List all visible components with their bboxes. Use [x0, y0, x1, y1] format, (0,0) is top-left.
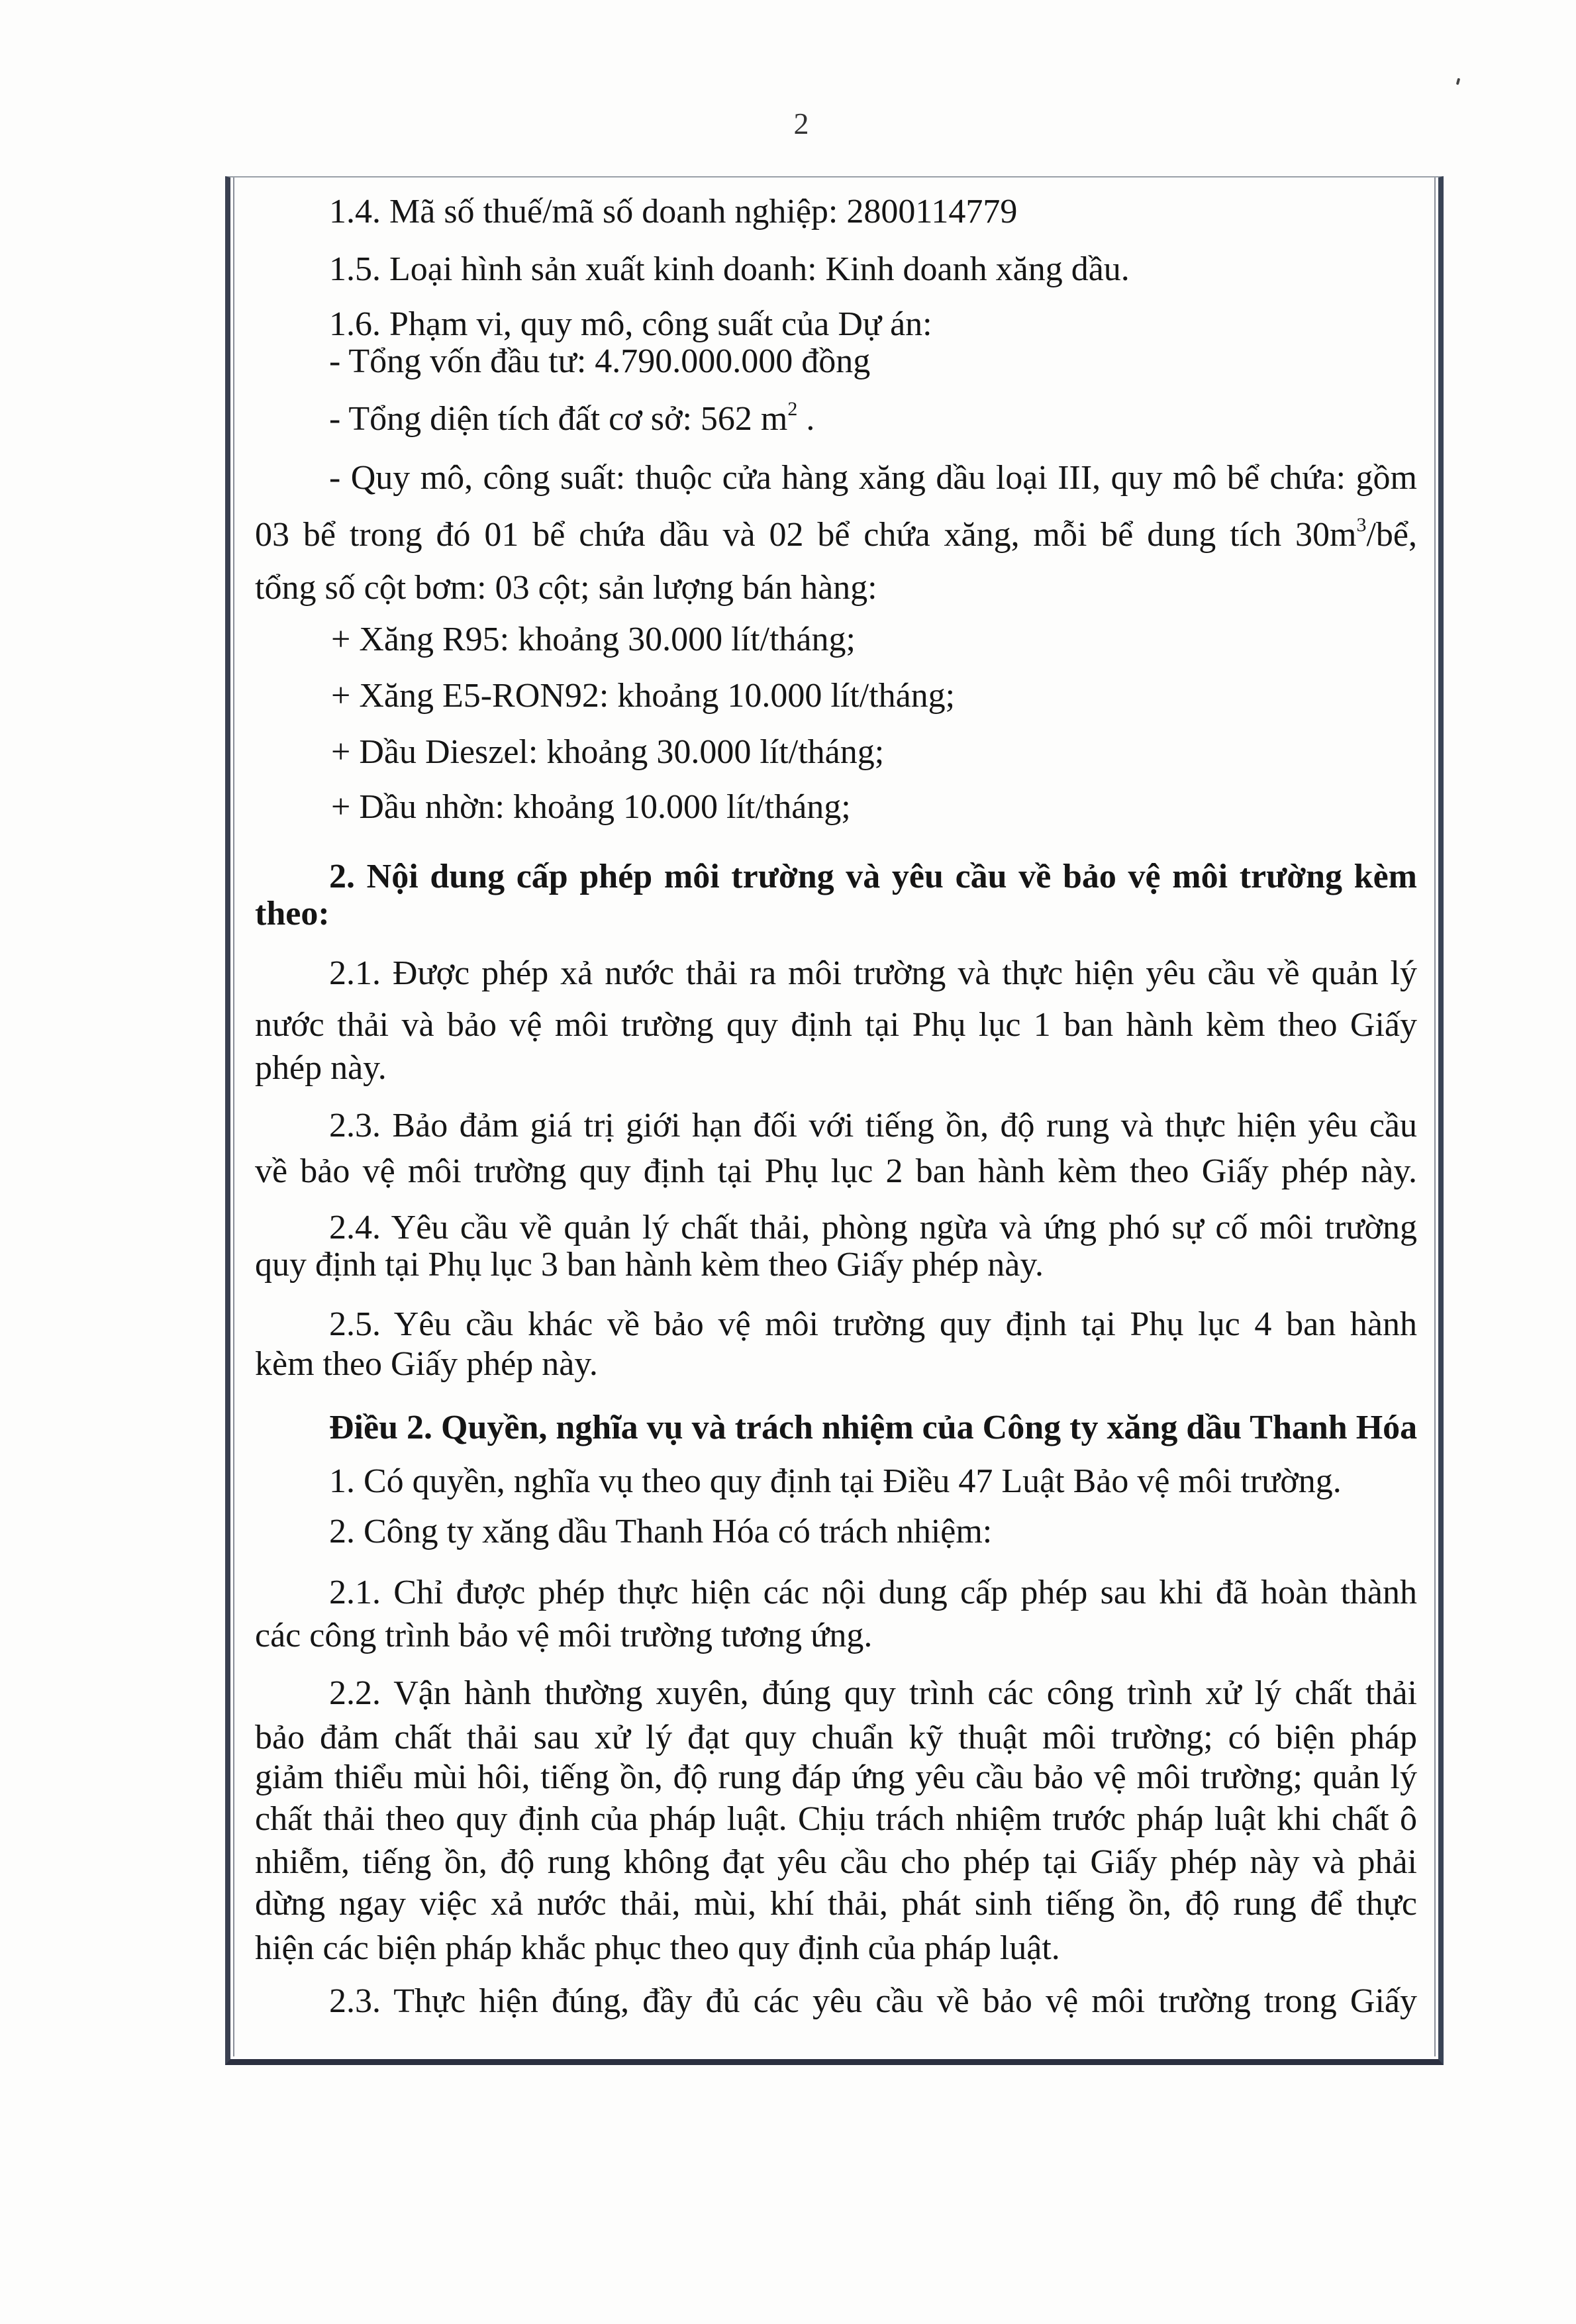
article-2-2-2-line-6: dừng ngay việc xả nước thải, mùi, khí thải, phát sinh tiếng ồn, độ rung để thực: [255, 1885, 1417, 1923]
investment-line: - Tổng vốn đầu tư: 4.790.000.000 đồng: [329, 342, 871, 380]
product-diesel: + Dầu Dieszel: khoảng 30.000 lít/tháng;: [331, 733, 885, 771]
para-2-3-line-1: 2.3. Bảo đảm giá trị giới hạn đối với tiếng ồn, độ rung và thực hiện yêu cầu: [329, 1107, 1417, 1144]
section-2-heading-cont: theo:: [255, 895, 330, 933]
para-2-1-line-1: 2.1. Được phép xả nước thải ra môi trường và thực hiện yêu cầu về quản lý: [329, 954, 1417, 992]
scale-line-3: tổng số cột bơm: 03 cột; sản lượng bán hàng:: [255, 569, 877, 607]
item-1-6: 1.6. Phạm vi, quy mô, công suất của Dự án:: [329, 305, 932, 343]
page-number: 2: [793, 107, 809, 140]
item-1-5: 1.5. Loại hình sản xuất kinh doanh: Kinh doanh xăng dầu.: [329, 250, 1130, 288]
area-line: [329, 399, 1417, 439]
area-end: .: [797, 400, 815, 438]
article-2-2-2-line-2: bảo đảm chất thải sau xử lý đạt quy chuẩn kỹ thuật môi trường; có biện pháp: [255, 1719, 1417, 1756]
para-2-1-line-3: phép này.: [255, 1049, 387, 1087]
para-2-5-line-2: kèm theo Giấy phép này.: [255, 1345, 598, 1383]
article-2-item-2: 2. Công ty xăng dầu Thanh Hóa có trách nhiệm:: [329, 1513, 993, 1550]
para-2-5-line-1: 2.5. Yêu cầu khác về bảo vệ môi trường quy định tại Phụ lục 4 ban hành: [329, 1305, 1417, 1343]
area-text: - Tổng diện tích đất cơ sở: 562 m: [329, 400, 788, 438]
para-2-1-line-2: nước thải và bảo vệ môi trường quy định tại Phụ lục 1 ban hành kèm theo Giấy: [255, 1006, 1417, 1044]
article-2-2-2-line-7: hiện các biện pháp khắc phục theo quy định của pháp luật.: [255, 1929, 1060, 1967]
area-sup: 2: [787, 398, 798, 420]
article-2-2-2-line-3: giảm thiểu mùi hôi, tiếng ồn, độ rung đáp ứng yêu cầu bảo vệ môi trường; quản lý: [255, 1758, 1417, 1796]
scale-sup: 3: [1356, 514, 1367, 536]
product-r95: + Xăng R95: khoảng 30.000 lít/tháng;: [331, 621, 856, 658]
scale-text: 03 bể trong đó 01 bể chứa dầu và 02 bể chứa xăng, mỗi bể dung tích 30m: [255, 516, 1357, 554]
article-2-2-1-line-2: các công trình bảo vệ môi trường tương ứng.: [255, 1617, 873, 1654]
scale-line-2: [255, 515, 1417, 555]
para-2-3-line-2: về bảo vệ môi trường quy định tại Phụ lục 2 ban hành kèm theo Giấy phép này.: [255, 1152, 1417, 1190]
article-2-2-2-line-5: nhiễm, tiếng ồn, độ rung không đạt yêu cầu cho phép tại Giấy phép này và phải: [255, 1843, 1417, 1881]
article-2-2-1-line-1: 2.1. Chỉ được phép thực hiện các nội dung cấp phép sau khi đã hoàn thành: [329, 1574, 1417, 1611]
product-e5: + Xăng E5-RON92: khoảng 10.000 lít/tháng;: [331, 677, 956, 715]
section-2-heading: 2. Nội dung cấp phép môi trường và yêu cầu về bảo vệ môi trường kèm: [329, 858, 1417, 895]
item-1-4: 1.4. Mã số thuế/mã số doanh nghiệp: 2800114779: [329, 193, 1018, 230]
para-2-4-line-2: quy định tại Phụ lục 3 ban hành kèm theo Giấy phép này.: [255, 1246, 1044, 1284]
product-lubricant: + Dầu nhờn: khoảng 10.000 lít/tháng;: [331, 788, 851, 826]
article-2-heading: Điều 2. Quyền, nghĩa vụ và trách nhiệm của Công ty xăng dầu Thanh Hóa: [329, 1409, 1418, 1446]
para-2-4-line-1: 2.4. Yêu cầu về quản lý chất thải, phòng ngừa và ứng phó sự cố môi trường: [329, 1209, 1417, 1246]
scan-mark: [1456, 78, 1460, 85]
article-2-2-2-line-1: 2.2. Vận hành thường xuyên, đúng quy trình các công trình xử lý chất thải: [329, 1674, 1417, 1712]
scale-line-1: - Quy mô, công suất: thuộc cửa hàng xăng dầu loại III, quy mô bể chứa: gồm: [329, 459, 1417, 497]
scale-end: /bể,: [1366, 516, 1417, 554]
article-2-2-3-line-1: 2.3. Thực hiện đúng, đầy đủ các yêu cầu về bảo vệ môi trường trong Giấy: [329, 1982, 1417, 2020]
article-2-item-1: 1. Có quyền, nghĩa vụ theo quy định tại Điều 47 Luật Bảo vệ môi trường.: [329, 1462, 1342, 1500]
article-2-2-2-line-4: chất thải theo quy định của pháp luật. Chịu trách nhiệm trước pháp luật khi chất ô: [255, 1800, 1417, 1838]
